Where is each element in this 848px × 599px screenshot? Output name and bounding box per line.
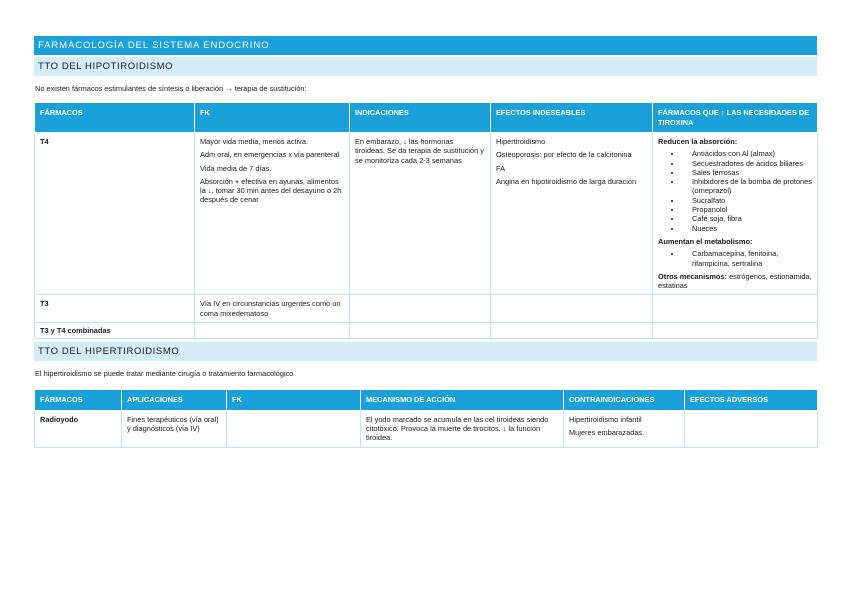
indicaciones-cell bbox=[350, 295, 491, 323]
otros-line bbox=[658, 272, 812, 291]
list-item: • Café soja, fibra bbox=[682, 214, 812, 223]
drug-name: Radioyodo bbox=[35, 410, 122, 447]
hipertiroidismo-table bbox=[34, 389, 818, 447]
efectos-adversos-cell bbox=[685, 410, 818, 447]
list-item: • Propanolol bbox=[682, 205, 812, 214]
aumentan-list bbox=[658, 249, 812, 268]
section-intro-hipertiroidismo: El hipertiroidismo se puede tratar mediante cirugía o tratamiento farmacológico bbox=[35, 369, 294, 379]
efecto-line: Hipertiroidismo bbox=[496, 137, 546, 146]
list-item: • Inhibidores de la bomba de protones (omeprazol) bbox=[682, 177, 812, 196]
efectos-cell bbox=[491, 133, 653, 295]
col-header-efectos: EFECTOS INDESEABLES bbox=[491, 103, 653, 133]
otros-heading: Otros mecanismos: bbox=[658, 271, 728, 281]
col-header-fk: FK bbox=[195, 103, 350, 133]
drug-name: T4 bbox=[35, 133, 195, 295]
list-item: • Secuestradores de ácidos biliares bbox=[682, 159, 812, 168]
section-heading-hipotiroidismo: TTO DEL HIPOTIROIDISMO bbox=[34, 57, 817, 76]
efecto-line: Osteoporosis: por efecto de la calcitonina bbox=[496, 150, 632, 160]
indicaciones-cell: En embarazo, ↓ las hormonas tiroideas. Se da terapia de sustitución y se monitoriza cada 2-3 semanas bbox=[350, 133, 491, 295]
mecanismo-cell: El yodo marcado se acumula en las cel tiroideas siendo citotóxico. Provoca la muerte de tirocitos. ↓ la función tiroidea. bbox=[361, 410, 564, 447]
list-item: • Nueces bbox=[682, 224, 812, 233]
aumentan-heading: Aumentan el metabolismo: bbox=[658, 236, 753, 246]
necesidades-cell bbox=[653, 295, 818, 323]
document-title: FARMACOLOGÍA DEL SISTEMA ENDOCRINO bbox=[34, 36, 817, 55]
fk-cell bbox=[195, 133, 350, 295]
table-row-radioyodo bbox=[35, 410, 818, 447]
hipotiroidismo-table bbox=[34, 102, 818, 339]
contraindicacion-line: Mujeres embarazadas. bbox=[569, 428, 645, 438]
reducen-heading: Reducen la absorción: bbox=[658, 137, 738, 146]
table-header-row bbox=[35, 390, 818, 411]
efecto-line: Angina en hipotiroidismo de larga duración bbox=[496, 176, 637, 186]
fk-cell bbox=[227, 410, 361, 447]
aplicaciones-cell: Fines terapéuticos (vía oral) y diagnósticos (vía IV) bbox=[122, 410, 227, 447]
col-header-farmacos: FÁRMACOS bbox=[35, 390, 122, 411]
table-row-t4 bbox=[35, 133, 818, 295]
list-item: • Sucralfato bbox=[682, 196, 812, 205]
reducen-list bbox=[658, 149, 812, 233]
fk-cell: Vía IV en circunstancias urgentes como un coma mixedematoso bbox=[195, 295, 350, 323]
efectos-cell bbox=[491, 295, 653, 323]
col-header-farmacos: FÁRMACOS bbox=[35, 103, 195, 133]
drug-name: T3 bbox=[35, 295, 195, 323]
col-header-contraindicaciones: CONTRAINDICACIONES bbox=[564, 390, 685, 411]
section-intro-hipotiroidismo: No existen fármacos estimulantes de síntesis o liberación → terapia de sustitución: bbox=[35, 84, 307, 93]
col-header-mecanismo: MECANISMO DE ACCIÓN bbox=[361, 390, 564, 411]
table-header-row bbox=[35, 103, 818, 133]
col-header-efectos-adversos: EFECTOS ADVERSOS bbox=[685, 390, 818, 411]
fk-line: Vida media de 7 días. bbox=[200, 163, 272, 173]
necesidades-cell bbox=[653, 133, 818, 295]
document-page bbox=[34, 36, 817, 448]
table-row-t3-t4 bbox=[35, 323, 818, 339]
list-item: • Antiácidos con Al (almax) bbox=[682, 149, 812, 158]
efecto-line: FA bbox=[496, 163, 506, 173]
otros-text: estrógenos, estionamida, estatinas bbox=[658, 271, 812, 291]
fk-line: Mayor vida media, menos activa. bbox=[200, 137, 309, 146]
contraindicaciones-cell bbox=[564, 410, 685, 447]
col-header-aplicaciones: APLICACIONES bbox=[122, 390, 227, 411]
table-row-t3 bbox=[35, 295, 818, 323]
drug-name: T3 y T4 combinadas bbox=[35, 323, 195, 339]
fk-line: Adm oral, en emergencias x vía parenteral bbox=[200, 150, 340, 160]
col-header-indicaciones: INDICACIONES bbox=[350, 103, 491, 133]
list-item: • Sales ferrosas bbox=[682, 168, 812, 177]
efectos-cell bbox=[491, 323, 653, 339]
fk-cell bbox=[195, 323, 350, 339]
contraindicacion-line: Hipertiroidismo infantil bbox=[569, 414, 642, 424]
indicaciones-cell bbox=[350, 323, 491, 339]
list-item: • Carbamacepina, fenitoina, rifampicina, sertralina bbox=[682, 249, 812, 268]
fk-line: Absorción + efectiva en ayunas, alimentos la ↓, tomar 30 min antes del desayuno o 2h después de cenar bbox=[200, 176, 342, 205]
section-heading-hipertiroidismo: TTO DEL HIPERTIROIDISMO bbox=[34, 342, 817, 361]
col-header-fk: FK bbox=[227, 390, 361, 411]
col-header-necesidades: FÁRMACOS QUE ↑ LAS NECESIDADES DE TIROXINA bbox=[653, 103, 818, 133]
necesidades-cell bbox=[653, 323, 818, 339]
